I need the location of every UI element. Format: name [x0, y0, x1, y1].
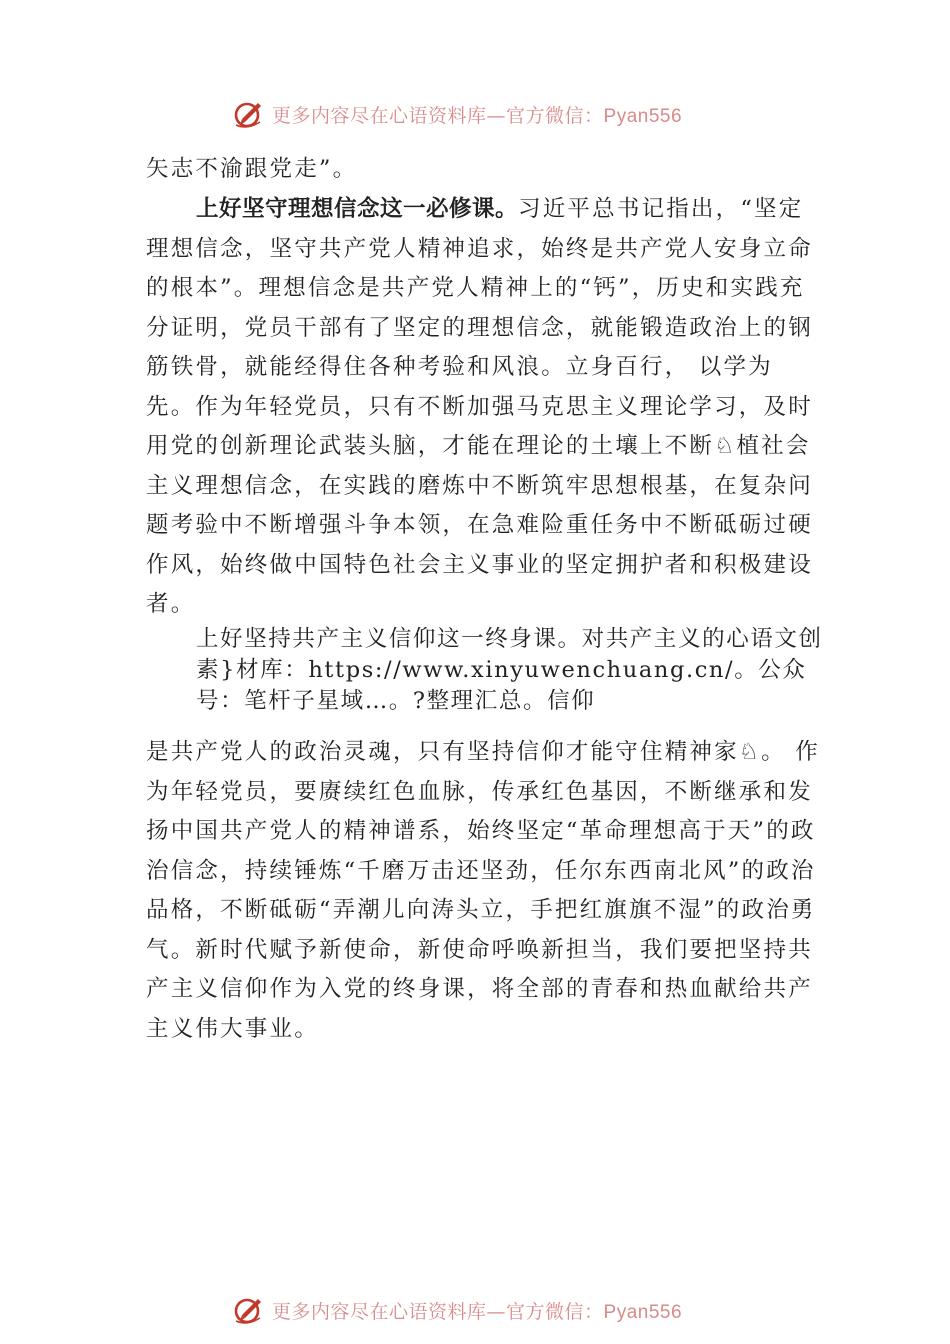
- header-banner: [232, 94, 752, 134]
- header-banner-text: 更多内容尽在心语资料库—官方微信：Pyan556: [272, 104, 683, 127]
- footer-banner: [232, 1290, 752, 1330]
- footer-banner-text: 更多内容尽在心语资料库—官方微信：Pyan556: [272, 1300, 683, 1323]
- paragraph-2: [146, 190, 822, 625]
- paragraph-2-body: 习近平总书记指出，“坚定理想信念，坚守共产党人精神追求，始终是共产党人安身立命的根本”。理想信念是共产党人精神上的“钙”，历史和实践充分证明，党员干部有了坚定的理想信念，就能锻造政治上的钢筋铁骨，就能经得住各种考验和风浪。立身百行， 以学为先。作为年轻党员，只有不断加强马克思主义理论学习，及时用党的创新理论武装头脑，才能在理论的土壤上不断♘植社会主义理想信念，在实践的磨炼中不断筑牢思想根基，在复杂问题考验中不断增强斗争本领，在急难险重任务中不断砥砺过硬作风，始终做中国特色社会主义事业的坚定拥护者和积极建设者。: [146, 196, 813, 617]
- paragraph-1: 矢志不渝跟党走”。: [146, 156, 358, 182]
- paragraph-4: 是共产党人的政治灵魂，只有坚持信仰才能守住精神家♘。 作为年轻党员，要赓续红色血脉，传承红色基因，不断继承和发扬中国共产党人的精神谱系，始终坚定“革命理想高于天”的政治信念，持续锤炼“千磨万击还坚劲，任尔东西南北风”的政治品格，不断砥砺“弄潮儿向涛头立，手把红旗旗不湿”的政治勇气。新时代赋予新使命，新使命呼唤新担当，我们要把坚持共产主义信仰作为入党的终身课，将全部的青春和热血献给共产主义伟大事业。: [146, 739, 820, 1042]
- paragraph-2-lead: 上好坚守理想信念这一必修课。: [196, 196, 519, 222]
- footer-wechat-id: Pyan556: [603, 1301, 683, 1323]
- pen-logo-icon: [232, 1293, 266, 1327]
- paragraph-3: 上好坚持共产主义信仰这一终身课。对共产主义的心语文创素}材库：https://www.xinyuwenchuang.cn/。公众号：笔杆子星域…。?整理汇总。信仰: [196, 626, 823, 714]
- pen-logo-icon: [232, 97, 266, 131]
- header-wechat-id: Pyan556: [603, 105, 683, 127]
